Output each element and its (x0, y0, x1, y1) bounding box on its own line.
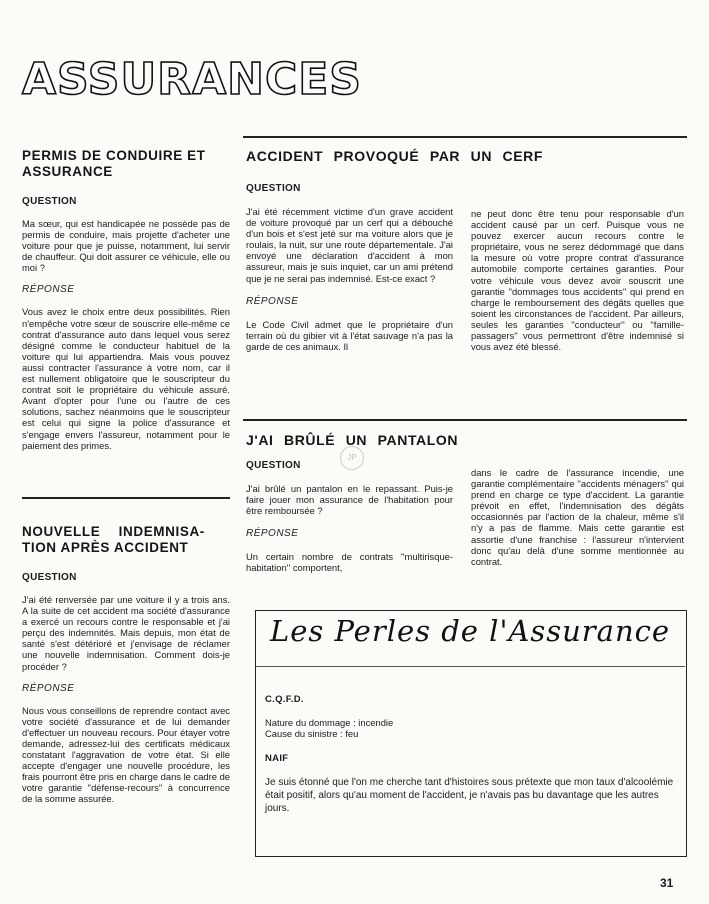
answer-text: Nous vous conseillons de reprendre contact avec votre société d'assurance et de lui demander d'effectuer un nouveau recours. Pour étayer votre demande, adressez-lui des certificats médicaux constatant l'aggravation de votre état. Si elle accepte d'engager une nouvelle procédure, les frais pourront être pris en charge dans le cadre de votre garantie ''défense-recours'' à concurrence de la somme assurée. (22, 704, 230, 805)
perle-line: Cause du sinistre : feu (265, 728, 359, 740)
answer-text: Le Code Civil admet que le propriétaire d'un terrain où du gibier vit à l'état sauvage n'a pas la garde de ces animaux. Il (246, 318, 453, 352)
article-title-line2: TION APRÈS ACCIDENT (22, 540, 189, 555)
answer-label: RÉPONSE (22, 284, 75, 296)
page-number: 31 (660, 876, 674, 890)
question-label: QUESTION (22, 572, 77, 583)
answer-label: RÉPONSE (246, 528, 299, 540)
article-title: J'AI BRÛLÉ UN PANTALON (246, 432, 459, 448)
perle-title: C.Q.F.D. (265, 694, 304, 705)
question-label: QUESTION (246, 460, 301, 471)
perle-line: Nature du dommage : incendie (265, 717, 394, 728)
divider (243, 419, 687, 421)
stamp-icon: JP (340, 446, 364, 470)
divider (243, 136, 687, 138)
perles-divider (256, 666, 685, 667)
article-pantalon-col1 (246, 460, 453, 573)
answer-text: Un certain nombre de contrats ''multirisque-habitation'' comportent, (246, 551, 453, 574)
article-cerf-col2 (471, 208, 684, 352)
question-text: J'ai été récemment victime d'un grave accident de voiture provoqué par un cerf qui a débouché d'un bois et s'est jeté sur ma voiture alors que je roulais, la nuit, sur une route départementale. J'ai envoyé une déclaration d'accident à mon assureur, mais je suis inquiet, car un ami prétend que je ne serai pas indemnisé. Est-ce exact ? (246, 206, 453, 284)
question-text: Ma sœur, qui est handicapée ne possède pas de permis de conduire, mais projette d'acheter une voiture pour que je puisse, notamment, lui servir de chauffeur. Qui doit assurer ce véhicule, elle ou moi ? (22, 218, 230, 274)
question-label: QUESTION (22, 196, 77, 207)
article-title: ACCIDENT PROVOQUÉ PAR UN CERF (246, 148, 544, 164)
article-indemnisation (22, 524, 230, 805)
perle-title: NAIF (265, 753, 289, 765)
answer-label: RÉPONSE (246, 295, 299, 307)
divider (22, 497, 230, 499)
article-pantalon-col2 (471, 467, 684, 567)
answer-text: Vous avez le choix entre deux possibilités. Rien n'empêche votre sœur de souscrire elle-même ce contrat d'assurance auto dans lequel vous serez désigné comme le conducteur habituel de la voiture qui lui appartiendra. Mais vous pouvez aussi contracter l'assurance à votre nom, car il est nullement obligatoire que le souscripteur du contrat soit le propriétaire du véhicule assuré. Avant d'opter pour l'une ou l'autre de ces solutions, sachez néanmoins que le souscripteur est celui qui signe la police d'assurance et s'engage envers l'assureur, notamment pour le paiement des primes. (22, 306, 230, 451)
perles-title: Les Perles de l'Assurance (269, 614, 671, 648)
article-title: PERMIS DE CONDUIRE ET ASSURANCE (22, 148, 206, 179)
article-permis (22, 148, 230, 451)
question-text: J'ai brûlé un pantalon en le repassant. Puis-je faire jouer mon assurance de l'habitation pour être remboursée ? (246, 483, 453, 517)
article-title-line1: NOUVELLE INDEMNISA- (22, 524, 205, 539)
masthead-title: ASSURANCES (22, 54, 362, 105)
question-label: QUESTION (246, 183, 301, 194)
answer-text-continued: dans le cadre de l'assurance incendie, une garantie complémentaire ''accidents ménagers'' qui prend en charge ce type d'accident. La garantie prévoit en effet, l'indemnisation des dégâts occasionnés par l'action de la chaleur, même s'il n'y a pas de flamme. Mais cette garantie est assortie d'une franchise : l'assureur n'intervient donc qu'au delà d'une somme mentionnée au contrat. (471, 467, 684, 567)
perle-text: Je suis étonné que l'on me cherche tant d'histoires sous prétexte que mon taux d'alcoolémie était positif, alors qu'au moment de l'accident, je n'avais pas bu davantage que les autres jours. (265, 777, 674, 815)
answer-label: RÉPONSE (22, 682, 75, 694)
answer-text-continued: ne peut donc être tenu pour responsable d'un accident causé par un cerf. Puisque vous ne pouvez exercer aucun recours contre le propriétaire, vous ne serez dédommagé que dans la mesure où votre propre contrat d'assurance automobile comporte certaines garanties. Pour votre véhicule vous devez avoir souscrit une garantie ''dommages tous accidents'' qui prend en charge le remboursement des dégâts quelles que soient les circonstances de l'accident. Par ailleurs, seules les garanties ''conducteur'' ou ''famille-passagers'' vous permettront d'être indemnisé si vous avez été blessé. (471, 208, 684, 353)
question-text: J'ai été renversée par une voiture il y a trois ans. A la suite de cet accident ma société d'assurance a exercé un recours contre le responsable et j'ai perçu des indemnités. Mais depuis, mon état de santé s'est détérioré et j'envisage de réclamer une nouvelle indemnisation. Comment dois-je procéder ? (22, 594, 230, 672)
perles-content (265, 694, 675, 815)
article-cerf-col1 (246, 183, 453, 352)
